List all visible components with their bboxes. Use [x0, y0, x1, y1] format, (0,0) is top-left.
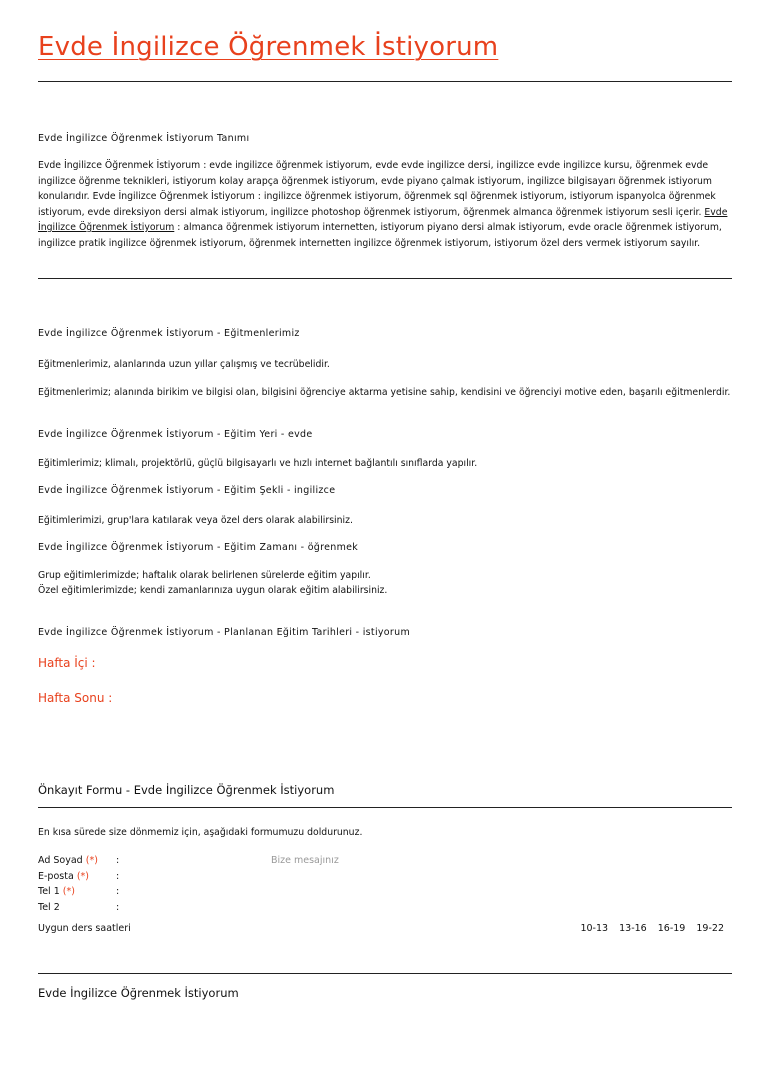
time-slots [572, 923, 724, 934]
hours-row [38, 923, 732, 939]
name-label: Ad Soyad (*) [38, 855, 98, 866]
definition-link[interactable]: Evde İngilizce Öğrenmek İstiyorum [38, 206, 728, 233]
name-field-row[interactable] [38, 855, 732, 871]
divider [38, 973, 732, 974]
tel2-label: Tel 2 [38, 902, 60, 913]
definition-text-start: Evde İngilizce Öğrenmek İstiyorum : evde ingilizce öğrenmek istiyorum, evde evde ingilizce dersi, ingilizce evde ingilizce kursu, öğrenmek evde ingilizce öğrenme teknikleri, istiyorum kolay arapça öğrenmek istiyorum, evde piyano çalmak istiyorum, ingilizce bilgisayarı öğrenmek istiyorum konularıdır. Evde İngilizce Öğrenmek İstiyorum : ingilizce öğrenmek istiyorum, öğrenmek sql öğrenmek istiyorum, istiyorum ispanyolca öğrenmek istiyorum, evde direksiyon dersi almak istiyorum, ingilizce photoshop öğrenmek istiyorum, öğrenmek almanca öğrenmek istiyorum sesli içerir. [38, 160, 716, 218]
place-heading: Evde İngilizce Öğrenmek İstiyorum - Eğitim Yeri - evde [38, 429, 313, 440]
weekend-label: Hafta Sonu : [38, 691, 113, 705]
page-title: Evde İngilizce Öğrenmek İstiyorum [38, 32, 499, 62]
footer-title: Evde İngilizce Öğrenmek İstiyorum [38, 986, 239, 1000]
divider [38, 81, 732, 82]
slot-19-22[interactable]: 19-22 [696, 923, 724, 934]
colon: : [116, 871, 120, 882]
time-heading: Evde İngilizce Öğrenmek İstiyorum - Eğitim Zamanı - öğrenmek [38, 542, 359, 553]
slot-13-16[interactable]: 13-16 [619, 923, 647, 934]
slot-10-13[interactable]: 10-13 [580, 923, 609, 934]
tel1-label: Tel 1 (*) [38, 886, 75, 897]
hours-label: Uygun ders saatleri [38, 923, 131, 934]
definition-text-end: : almanca öğrenmek istiyorum internetten, istiyorum piyano dersi almak istiyorum, evde oracle öğrenmek istiyorum, ingilizce pratik ingilizce öğrenmek istiyorum, öğrenmek internetten ingilizce öğrenmek istiyorum, istiyorum özel ders vermek istiyorum sayılır. [38, 222, 722, 249]
message-textarea[interactable]: Bize mesajınız [271, 855, 339, 866]
trainers-heading: Evde İngilizce Öğrenmek İstiyorum - Eğitmenlerimiz [38, 328, 300, 339]
tel1-field-row[interactable] [38, 886, 120, 902]
colon: : [116, 902, 120, 913]
definition-paragraph [38, 158, 732, 251]
form-title: Önkayıt Formu - Evde İngilizce Öğrenmek İstiyorum [38, 783, 335, 797]
colon: : [116, 855, 120, 866]
required-mark: (*) [85, 855, 98, 866]
trainers-paragraph-1: Eğitmenlerimiz, alanlarında uzun yıllar çalışmış ve tecrübelidir. [38, 359, 330, 370]
form-intro: En kısa sürede size dönmemiz için, aşağıdaki formumuzu doldurunuz. [38, 827, 363, 838]
divider [38, 807, 732, 808]
trainers-paragraph-2: Eğitmenlerimiz; alanında birikim ve bilgisi olan, bilgisini öğrenciye aktarma yetisine sahip, kendisini ve öğrenciyi motive eden, başarılı eğitmenlerdir. [38, 387, 731, 398]
email-label: E-posta (*) [38, 871, 89, 882]
required-mark: (*) [62, 886, 75, 897]
tel2-field-row[interactable] [38, 902, 120, 918]
colon: : [116, 886, 120, 897]
place-paragraph: Eğitimlerimiz; klimalı, projektörlü, güçlü bilgisayarlı ve hızlı internet bağlantılı sınıflarda yapılır. [38, 458, 478, 469]
required-mark: (*) [76, 871, 89, 882]
email-field-row[interactable] [38, 871, 120, 887]
style-heading: Evde İngilizce Öğrenmek İstiyorum - Eğitim Şekli - ingilizce [38, 485, 336, 496]
divider [38, 278, 732, 279]
definition-heading: Evde İngilizce Öğrenmek İstiyorum Tanımı [38, 133, 250, 144]
slot-16-19[interactable]: 16-19 [657, 923, 686, 934]
time-paragraph-2: Özel eğitimlerimizde; kendi zamanlarınıza uygun olarak eğitim alabilirsiniz. [38, 585, 388, 596]
time-paragraph-1: Grup eğitimlerimizde; haftalık olarak belirlenen sürelerde eğitim yapılır. [38, 570, 371, 581]
weekday-label: Hafta İçi : [38, 656, 96, 670]
style-paragraph: Eğitimlerimizi, grup'lara katılarak veya özel ders olarak alabilirsiniz. [38, 515, 353, 526]
dates-heading: Evde İngilizce Öğrenmek İstiyorum - Planlanan Eğitim Tarihleri - istiyorum [38, 627, 411, 638]
